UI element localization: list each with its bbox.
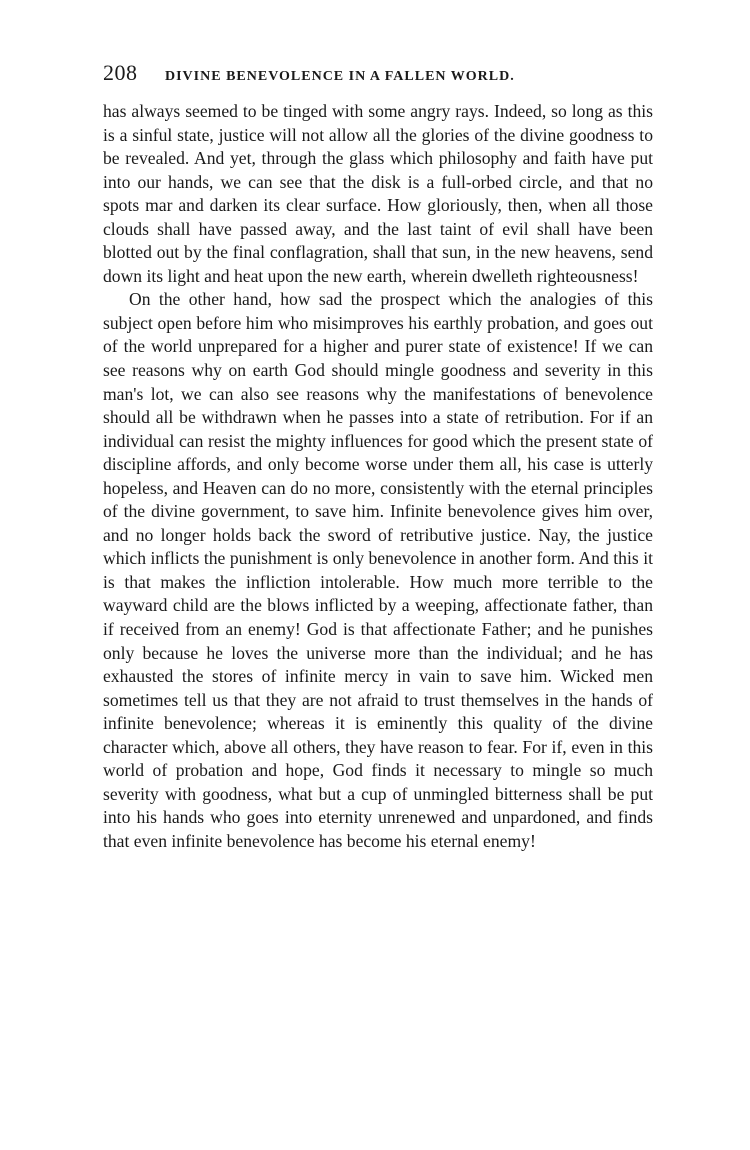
- paragraph-continued: has always seemed to be tinged with some angry rays. Indeed, so long as this is a sinful state, justice will not allow all the glories of the divine goodness to be revealed. And yet, through the glass which philosophy and faith have put into our hands, we can see that the disk is a full-orbed circle, and that no spots mar and darken its clear surface. How gloriously, then, when all those clouds shall have passed away, and the last taint of evil shall have been blotted out by the final conflagration, shall that sun, in the new heavens, send down its light and heat upon the new earth, wherein dwelleth righteousness!: [103, 101, 653, 286]
- paragraph: On the other hand, how sad the prospect which the analogies of this subject open before him who misimproves his earthly probation, and goes out of the world unprepared for a higher and purer state of existence! If we can see reasons why on earth God should mingle goodness and severity in this man's lot, we can also see reasons why the manifestations of benevolence should all be withdrawn when he passes into a state of retribution. For if an individual can resist the mighty influences for good which the present state of discipline affords, and only become worse under them all, his case is utterly hopeless, and Heaven can do no more, consistently with the eternal principles of the divine government, to save him. Infinite benevolence gives him over, and no longer holds back the sword of retributive justice. Nay, the justice which inflicts the punishment is only benevolence in another form. And this it is that makes the infliction intolerable. How much more terrible to the wayward child are the blows inflicted by a weeping, affectionate father, than if received from an enemy! God is that affectionate Father; and he punishes only because he loves the universe more than the individual; and he has exhausted the stores of infinite mercy in vain to save him. Wicked men sometimes tell us that they are not afraid to trust themselves in the hands of infinite benevolence; whereas it is eminently this quality of the divine character which, above all others, they have reason to fear. For if, even in this world of probation and hope, God finds it necessary to mingle so much severity with goodness, what but a cup of unmingled bitterness shall be put into his hands who goes into eternity unrenewed and unpardoned, and finds that even infinite benevolence has become his eternal enemy!: [103, 289, 653, 851]
- running-head: DIVINE BENEVOLENCE IN A FALLEN WORLD.: [165, 69, 515, 84]
- book-page: [103, 60, 653, 854]
- page-header: [103, 60, 653, 90]
- body-text: [103, 100, 653, 854]
- page-number: 208: [103, 60, 138, 85]
